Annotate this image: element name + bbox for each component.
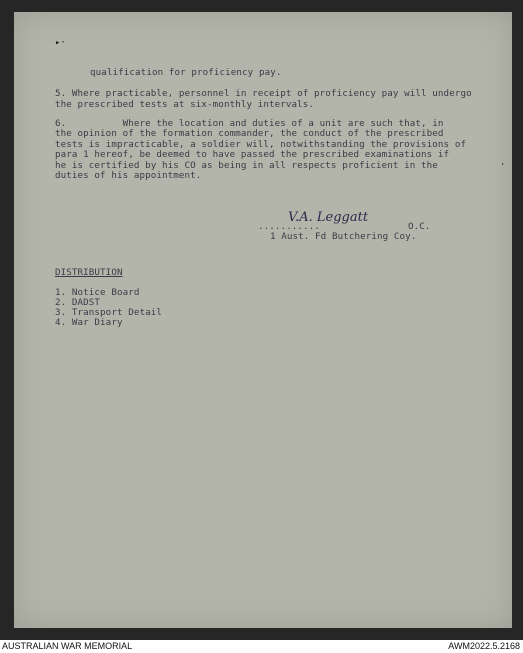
- unit-name: 1 Aust. Fd Butchering Coy.: [270, 231, 417, 242]
- qualification-line: qualification for proficiency pay.: [90, 67, 282, 78]
- footer-archive-name: AUSTRALIAN WAR MEMORIAL: [2, 641, 133, 651]
- distribution-item: 2. DADST: [55, 297, 101, 308]
- paragraph-6-line: tests is impracticable, a soldier will, notwithstanding the provisions of: [55, 138, 467, 150]
- signature: V.A. Leggatt: [288, 210, 369, 225]
- footer-catalog-number: AWM2022.5.2168: [448, 641, 520, 651]
- distribution-item: 1. Notice Board: [55, 287, 140, 298]
- paragraph-6-line: the opinion of the formation commander, the conduct of the prescribed: [55, 128, 444, 140]
- signature-dots: ...........: [258, 221, 320, 232]
- ink-mark: ·: [500, 160, 506, 170]
- distribution-item: 4. War Diary: [55, 317, 123, 328]
- distribution-heading: DISTRIBUTION: [55, 267, 123, 278]
- paragraph-6-line: duties of his appointment.: [55, 170, 202, 181]
- paragraph-6-line: he is certified by his CO as being in all respects proficient in the: [55, 159, 438, 171]
- paragraph-5-line: 5. Where practicable, personnel in receipt of proficiency pay will undergo: [55, 88, 472, 99]
- paragraph-6-line: 6. Where the location and duties of a unit are such that, in: [55, 118, 444, 129]
- paragraph-6-line: para 1 hereof, be deemed to have passed the prescribed examinations if: [55, 149, 450, 161]
- signature-title: O.C.: [408, 221, 431, 232]
- distribution-item: 3. Transport Detail: [55, 307, 162, 318]
- paragraph-5-line: the prescribed tests at six-monthly intervals.: [55, 98, 315, 110]
- ink-mark: ▸·: [55, 38, 66, 48]
